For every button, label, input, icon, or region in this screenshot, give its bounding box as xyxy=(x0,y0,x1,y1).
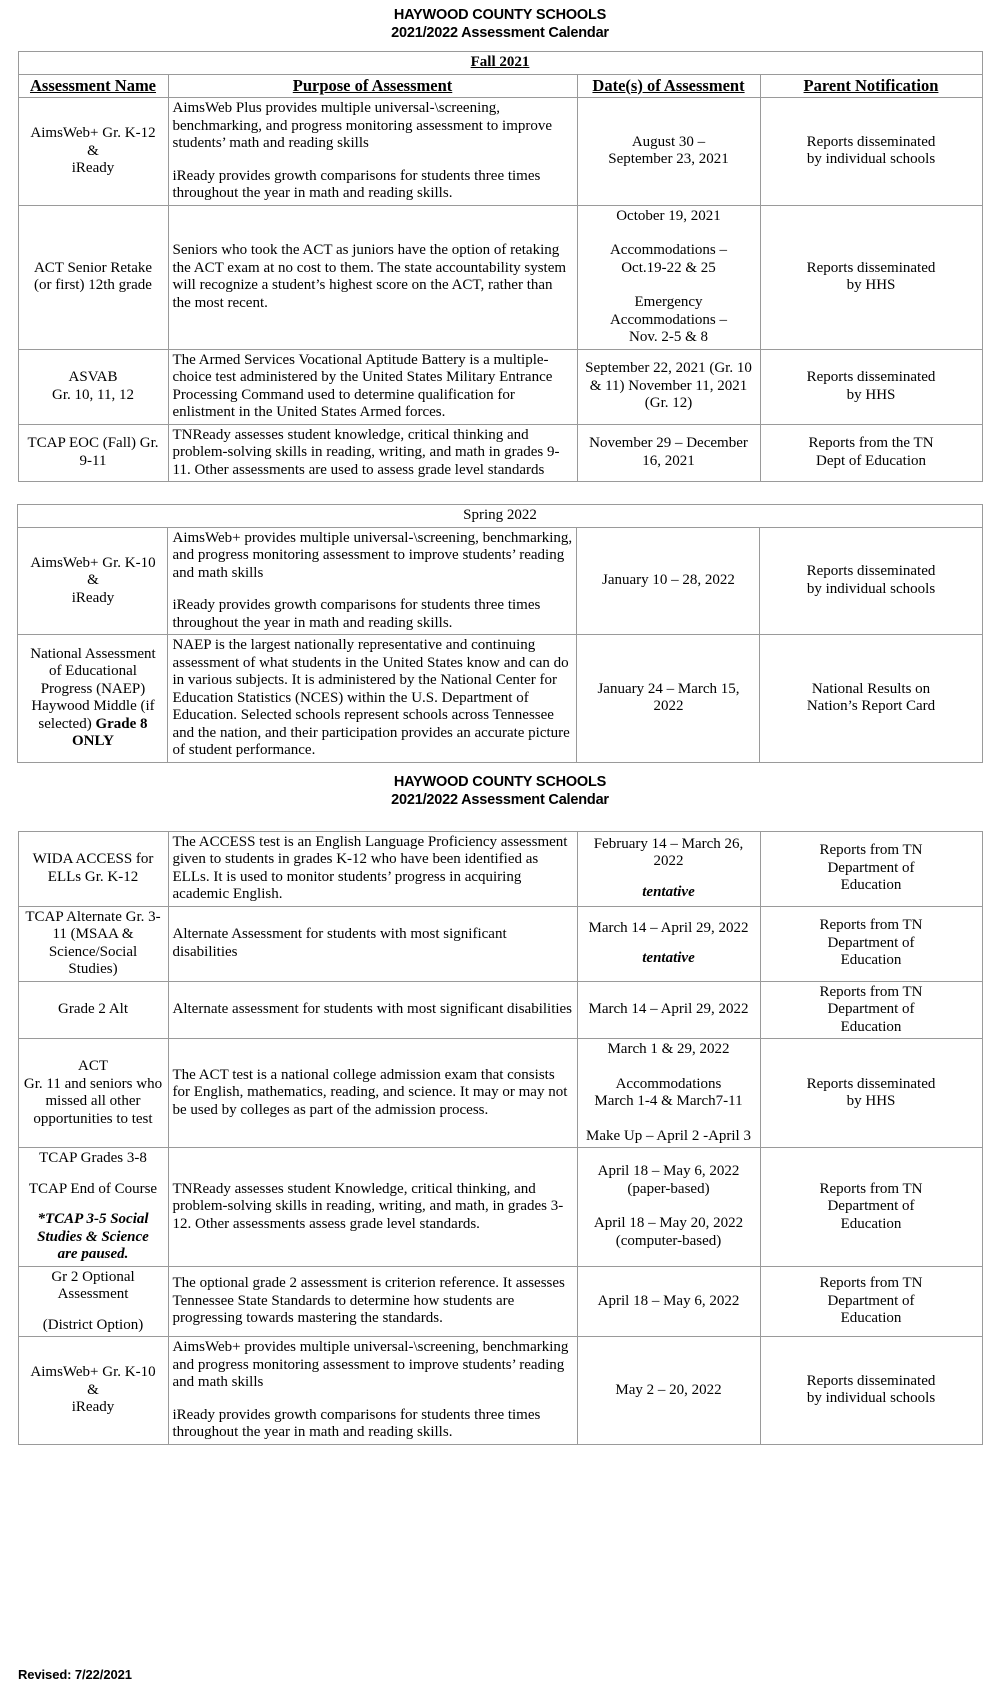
parent-line: Reports from TN xyxy=(819,983,923,1000)
name-line: AimsWeb+ Gr. K-10 xyxy=(30,554,156,571)
cell-dates xyxy=(577,906,760,981)
cell-purpose xyxy=(168,1266,577,1337)
cell-parent-notification xyxy=(760,349,982,424)
parent-line: by individual schools xyxy=(806,151,936,168)
cell-parent-notification xyxy=(760,1039,982,1148)
column-header-parent: Parent Notification xyxy=(760,74,982,98)
name-line: Haywood Middle (if xyxy=(31,698,155,715)
name-line: missed all other xyxy=(45,1093,141,1109)
spring-2022-continued-table xyxy=(18,831,983,1445)
cell-parent-notification xyxy=(760,635,982,763)
date-line: February 14 – March 26, 2022 xyxy=(593,835,744,870)
cell-purpose xyxy=(168,349,577,424)
doc-title-line1: HAYWOOD COUNTY SCHOOLS xyxy=(393,773,607,790)
name-line: Assessment xyxy=(57,1286,129,1302)
cell-assessment-name xyxy=(18,205,168,349)
name-line: selected) Grade 8 xyxy=(38,715,148,732)
parent-line: Reports disseminated xyxy=(806,1372,936,1389)
season-banner-row xyxy=(18,52,982,75)
date-tentative-note: tentative xyxy=(642,950,695,966)
name-line: 9-11 xyxy=(79,452,107,469)
date-line: Oct.19-22 & 25 xyxy=(621,259,716,276)
cell-dates xyxy=(577,635,760,763)
cell-purpose xyxy=(168,831,577,906)
cell-dates xyxy=(577,205,760,349)
name-line: Progress (NAEP) xyxy=(40,680,146,697)
cell-purpose xyxy=(168,1039,577,1148)
cell-assessment-name xyxy=(18,831,168,906)
purpose-paragraph: TNReady assesses student knowledge, critical thinking and problem-solving skills in reading, writing, and math in grades 9-11. Other assessments are used to assess grade level standards xyxy=(172,426,560,478)
spring-2022-table xyxy=(17,504,982,763)
purpose-paragraph: Alternate Assessment for students with most significant disabilities xyxy=(172,926,507,960)
purpose-paragraph: iReady provides growth comparisons for students three times throughout the year in math and reading skills. xyxy=(172,167,541,201)
cell-purpose xyxy=(168,424,577,482)
name-line: TCAP End of Course xyxy=(28,1180,158,1197)
parent-line: Department of xyxy=(827,934,915,951)
cell-dates xyxy=(577,424,760,482)
cell-dates xyxy=(577,527,760,635)
cell-assessment-name xyxy=(18,906,168,981)
cell-purpose xyxy=(168,527,577,635)
cell-purpose xyxy=(168,906,577,981)
doc-title-line1: HAYWOOD COUNTY SCHOOLS xyxy=(393,7,607,23)
name-line: & xyxy=(87,572,99,588)
parent-line: Education xyxy=(840,952,902,969)
name-line: iReady xyxy=(71,1399,115,1415)
date-line: Nov. 2-5 & 8 xyxy=(628,329,709,345)
name-line: WIDA ACCESS for xyxy=(32,851,154,867)
name-line: ONLY xyxy=(72,733,114,750)
season-banner-fall: Fall 2021 xyxy=(18,52,982,75)
parent-line: Education xyxy=(840,877,902,894)
purpose-paragraph: NAEP is the largest nationally representative and continuing assessment of what students in the United States know and can do in various subjects. It is administered by the National Center for Education Statistics (NCES) within the U.S. Department of Education. Selected schools represent schools across Tennessee and the nation, and their participation provides an accurate picture of student performance. xyxy=(172,637,570,758)
date-line: Accommodations – xyxy=(609,311,728,328)
cell-parent-notification xyxy=(760,98,982,206)
purpose-paragraph: Seniors who took the ACT as juniors have the option of retaking the ACT exam at no cost to them. The state accountability system will recognize a student’s highest score on the ACT, rather than the most recent. xyxy=(172,242,567,311)
cell-assessment-name xyxy=(18,527,168,635)
date-line: March 14 – April 29, 2022 xyxy=(588,919,749,936)
cell-assessment-name xyxy=(18,1039,168,1148)
date-line: May 2 – 20, 2022 xyxy=(615,1381,722,1398)
name-line: are paused. xyxy=(57,1246,129,1262)
column-header-row xyxy=(18,74,982,98)
cell-assessment-name xyxy=(18,424,168,482)
parent-line: Department of xyxy=(827,1292,915,1309)
cell-parent-notification xyxy=(760,1266,982,1337)
cell-assessment-name xyxy=(18,635,168,763)
date-line: January 10 – 28, 2022 xyxy=(602,572,735,588)
doc-title-line2: 2021/2022 Assessment Calendar xyxy=(391,791,609,808)
table-row xyxy=(18,635,982,763)
cell-assessment-name xyxy=(18,349,168,424)
purpose-paragraph: The ACT test is a national college admission exam that consists for English, mathematics, reading, and science. It may or may not be used by colleges as part of the admission process. xyxy=(172,1066,568,1118)
cell-parent-notification xyxy=(760,424,982,482)
purpose-paragraph: The optional grade 2 assessment is criterion reference. It assesses Tennessee State Standards to determine how students are progressing towards mastering the standards. xyxy=(172,1275,565,1326)
name-line: ACT xyxy=(78,1058,108,1074)
parent-line: Reports from TN xyxy=(819,917,923,934)
name-line: Gr 2 Optional xyxy=(51,1268,135,1285)
name-line: TCAP EOC (Fall) Gr. xyxy=(27,435,159,452)
name-line: Gr. 10, 11, 12 xyxy=(52,386,134,403)
fall-2021-table xyxy=(18,51,983,482)
parent-line: Reports disseminated xyxy=(806,369,936,385)
name-line: opportunities to test xyxy=(33,1110,153,1127)
cell-dates xyxy=(577,1039,760,1148)
document-title-middle xyxy=(0,773,1000,809)
parent-line: Education xyxy=(840,1215,902,1232)
cell-purpose xyxy=(168,1148,577,1267)
table-row xyxy=(18,98,982,206)
parent-line: Reports from the TN xyxy=(808,435,934,452)
parent-line: Reports disseminated xyxy=(806,1075,936,1092)
parent-line: by HHS xyxy=(846,277,896,293)
date-tentative-note: tentative xyxy=(642,883,695,900)
parent-line: National Results on xyxy=(811,680,931,697)
cell-assessment-name xyxy=(18,98,168,206)
cell-assessment-name xyxy=(18,1148,168,1267)
parent-line: Department of xyxy=(827,1198,915,1214)
parent-line: Reports from TN xyxy=(819,1275,923,1291)
cell-assessment-name xyxy=(18,981,168,1039)
parent-line: Education xyxy=(840,1310,902,1326)
name-line: 11 (MSAA & xyxy=(52,926,134,942)
cell-purpose xyxy=(168,98,577,206)
table-row xyxy=(18,527,982,635)
table-row xyxy=(18,1039,982,1148)
name-line: iReady xyxy=(71,160,115,176)
purpose-paragraph: Alternate assessment for students with most significant disabilities xyxy=(172,1001,573,1017)
name-line: iReady xyxy=(71,589,115,606)
revised-date-footer: Revised: 7/22/2021 xyxy=(18,1667,132,1682)
name-line: ELLs Gr. K-12 xyxy=(47,868,139,885)
cell-parent-notification xyxy=(760,1337,982,1445)
cell-dates xyxy=(577,1266,760,1337)
table-row xyxy=(18,424,982,482)
name-line: TCAP Grades 3-8 xyxy=(39,1150,147,1166)
parent-line: by individual schools xyxy=(806,580,936,597)
name-line: Grade 2 Alt xyxy=(58,1001,128,1017)
purpose-paragraph: The Armed Services Vocational Aptitude Battery is a multiple-choice test administered by the United States Military Entrance Processing Command used to determine qualification for enlistment in the United States Armed forces. xyxy=(172,351,553,420)
season-banner-spring: Spring 2022 xyxy=(18,505,982,528)
table-row xyxy=(18,1266,982,1337)
purpose-paragraph: The ACCESS test is an English Language Proficiency assessment given to students in grades K-12 who have been identified as ELLs. It is used to monitor students’ progress in acquiring academic English. xyxy=(172,833,568,902)
cell-purpose xyxy=(168,1337,577,1445)
name-line: ACT Senior Retake xyxy=(33,259,153,276)
parent-line: Reports from TN xyxy=(819,842,923,859)
parent-line: Nation’s Report Card xyxy=(806,698,936,715)
table-row xyxy=(18,906,982,981)
cell-purpose xyxy=(168,205,577,349)
table-row xyxy=(18,205,982,349)
cell-dates xyxy=(577,831,760,906)
cell-purpose xyxy=(168,981,577,1039)
date-line: September 23, 2021 xyxy=(608,151,729,168)
date-line: August 30 – xyxy=(631,133,706,150)
date-line: March 1 & 29, 2022 xyxy=(607,1041,730,1057)
name-line: AimsWeb+ Gr. K-10 xyxy=(30,1364,156,1380)
cell-parent-notification xyxy=(760,981,982,1039)
name-line: AimsWeb+ Gr. K-12 xyxy=(30,125,156,141)
name-line: of Educational xyxy=(49,663,137,680)
column-header-purpose: Purpose of Assessment xyxy=(168,74,577,98)
date-line: November 29 – December 16, 2021 xyxy=(589,435,748,469)
date-line: March 1-4 & March7-11 xyxy=(594,1093,743,1109)
date-line: October 19, 2021 xyxy=(616,207,721,224)
name-line: ASVAB xyxy=(68,369,118,385)
date-line: (paper-based) xyxy=(627,1180,710,1197)
cell-parent-notification xyxy=(760,527,982,635)
table-row xyxy=(18,1148,982,1267)
name-line: Studies) xyxy=(68,961,118,977)
doc-title-line2: 2021/2022 Assessment Calendar xyxy=(391,25,609,41)
date-line: September 22, 2021 (Gr. 10 & 11) November 11, 2021 (Gr. 12) xyxy=(585,360,752,412)
parent-line: Reports disseminated xyxy=(806,133,936,150)
name-line: Studies & Science xyxy=(37,1228,149,1245)
table-row xyxy=(18,1337,982,1445)
name-line: *TCAP 3-5 Social xyxy=(37,1211,149,1227)
table-row xyxy=(18,349,982,424)
name-line: (or first) 12th grade xyxy=(34,277,152,293)
cell-dates xyxy=(577,981,760,1039)
parent-line: by HHS xyxy=(846,386,896,403)
date-line: March 14 – April 29, 2022 xyxy=(588,1001,749,1017)
cell-parent-notification xyxy=(760,906,982,981)
date-line: January 24 – March 15, 2022 xyxy=(597,680,740,715)
date-line: April 18 – May 20, 2022 xyxy=(593,1215,744,1232)
cell-dates xyxy=(577,98,760,206)
name-line: Gr. 11 and seniors who xyxy=(23,1075,163,1092)
cell-parent-notification xyxy=(760,205,982,349)
document-title-top xyxy=(0,6,1000,42)
parent-line: Education xyxy=(840,1018,902,1035)
name-line: & xyxy=(87,1381,99,1398)
purpose-paragraph: AimsWeb+ provides multiple universal-\screening, benchmarking and progress monitoring assessment to improve students’ reading and math skills xyxy=(172,1339,569,1390)
column-header-name: Assessment Name xyxy=(18,74,168,98)
parent-line: Department of xyxy=(827,1001,915,1017)
season-banner-row xyxy=(18,505,982,528)
date-line: April 18 – May 6, 2022 xyxy=(597,1292,740,1309)
purpose-paragraph: AimsWeb Plus provides multiple universal-\screening, benchmarking, and progress monitoring assessment to improve students’ math and reading skills xyxy=(172,100,553,151)
cell-dates xyxy=(577,1337,760,1445)
name-line: (District Option) xyxy=(42,1316,144,1333)
purpose-paragraph: AimsWeb+ provides multiple universal-\screening, benchmarking, and progress monitoring assessment to improve students’ reading and math skills xyxy=(172,529,573,581)
purpose-paragraph: iReady provides growth comparisons for students three times throughout the year in math and reading skills. xyxy=(172,1406,541,1440)
name-line: Science/Social xyxy=(48,943,138,960)
table-row xyxy=(18,831,982,906)
purpose-paragraph: TNReady assesses student Knowledge, critical thinking, and problem-solving skills in reading, writing, and math, in grades 3-12. Other assessments assess grade level standards. xyxy=(172,1180,564,1232)
name-line: & xyxy=(87,142,99,159)
cell-assessment-name xyxy=(18,1337,168,1445)
date-line: Emergency xyxy=(634,294,703,310)
name-line: TCAP Alternate Gr. 3- xyxy=(25,908,161,925)
parent-line: by HHS xyxy=(846,1093,896,1109)
column-header-dates: Date(s) of Assessment xyxy=(577,74,760,98)
date-line: Make Up – April 2 -April 3 xyxy=(586,1127,751,1144)
parent-line: Dept of Education xyxy=(816,452,926,469)
date-line: Accommodations – xyxy=(609,242,728,258)
cell-purpose xyxy=(168,635,577,763)
cell-parent-notification xyxy=(760,831,982,906)
date-line: Accommodations xyxy=(615,1075,722,1092)
date-line: April 18 – May 6, 2022 xyxy=(597,1163,740,1180)
date-line: (computer-based) xyxy=(615,1232,722,1249)
parent-line: Reports from TN xyxy=(819,1180,923,1197)
parent-line: Reports disseminated xyxy=(806,259,936,276)
parent-line: Department of xyxy=(827,859,915,876)
purpose-paragraph: iReady provides growth comparisons for students three times throughout the year in math and reading skills. xyxy=(172,597,541,631)
cell-assessment-name xyxy=(18,1266,168,1337)
name-line: National Assessment xyxy=(30,645,156,662)
table-row xyxy=(18,981,982,1039)
cell-dates xyxy=(577,1148,760,1267)
cell-parent-notification xyxy=(760,1148,982,1267)
parent-line: Reports disseminated xyxy=(806,563,936,580)
cell-dates xyxy=(577,349,760,424)
parent-line: by individual schools xyxy=(806,1390,936,1407)
